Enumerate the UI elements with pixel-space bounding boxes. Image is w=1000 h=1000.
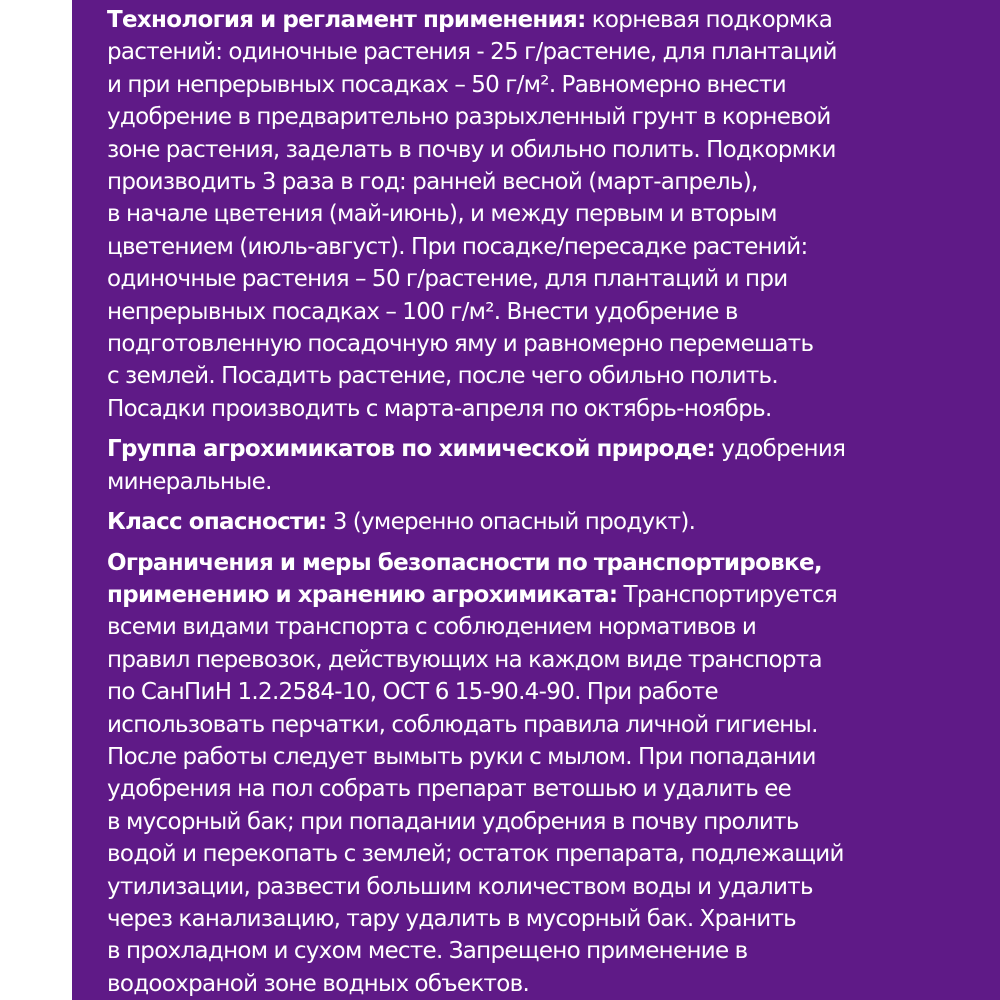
section-line: использовать перчатки, соблюдать правила личной гигиены. xyxy=(107,711,818,738)
section-line: Посадки производить с марта-апреля по октябрь-ноябрь. xyxy=(107,395,772,422)
section-line: После работы следует вымыть руки с мылом. При попадании xyxy=(107,743,816,770)
section-line: производить 3 раза в год: ранней весной (март-апрель), xyxy=(107,169,758,196)
section-title: Группа агрохимикатов по химической природе: xyxy=(107,436,716,463)
section-line: водой и перекопать с землей; остаток препарата, подлежащий xyxy=(107,841,844,868)
section-line: применению и хранению агрохимиката: Транспортируется xyxy=(107,581,838,608)
section-line: подготовленную посадочную яму и равномерно перемешать xyxy=(107,331,814,358)
section-line: в начале цветения (май-июнь), и между первым и вторым xyxy=(107,201,777,228)
section-technology xyxy=(107,4,987,425)
section-line: зоне растения, заделать в почву и обильно полить. Подкормки xyxy=(107,136,836,163)
section-line: в мусорный бак; при попадании удобрения в почву пролить xyxy=(107,808,799,835)
section-safety-measures xyxy=(107,547,987,1000)
section-line: непрерывных посадках – 100 г/м². Внести удобрение в xyxy=(107,298,738,325)
section-line: по СанПиН 1.2.2584-10, ОСТ 6 15-90.4-90. При работе xyxy=(107,679,718,706)
section-line: растений: одиночные растения - 25 г/растение, для плантаций xyxy=(107,39,837,66)
section-line: с землей. Посадить растение, после чего обильно полить. xyxy=(107,363,779,390)
section-title: Класс опасности: xyxy=(107,509,327,536)
section-line: утилизации, развести большим количеством воды и удалить xyxy=(107,873,813,900)
section-title: применению и хранению агрохимиката: xyxy=(107,581,618,608)
section-line: удобрения на пол собрать препарат ветошью и удалить ее xyxy=(107,776,792,803)
section-title-line: Ограничения и меры безопасности по транспортировке, xyxy=(107,549,822,576)
section-line: в прохладном и сухом месте. Запрещено применение в xyxy=(107,938,748,965)
instruction-text xyxy=(107,4,987,1000)
section-line: Технология и регламент применения: корневая подкормка xyxy=(107,7,833,33)
section-line: одиночные растения – 50 г/растение, для плантаций и при xyxy=(107,266,788,293)
section-line: Класс опасности: 3 (умеренно опасный продукт). xyxy=(107,509,696,536)
section-line: удобрение в предварительно разрыхленный грунт в корневой xyxy=(107,104,831,131)
section-line: минеральные. xyxy=(107,468,272,495)
section-title: Технология и регламент применения: xyxy=(107,7,586,33)
section-line: и при непрерывных посадках – 50 г/м². Равномерно внести xyxy=(107,71,787,98)
purple-text-panel xyxy=(72,0,1000,1000)
section-line: всеми видами транспорта с соблюдением нормативов и xyxy=(107,614,757,641)
section-hazard-class xyxy=(107,506,987,538)
section-line: Группа агрохимикатов по химической природе: удобрения xyxy=(107,436,846,463)
section-line: водоохраной зоне водных объектов. xyxy=(107,970,530,997)
section-line: цветением (июль-август). При посадке/пересадке растений: xyxy=(107,233,808,260)
section-chemical-group xyxy=(107,433,987,498)
section-line: правил перевозок, действующих на каждом виде транспорта xyxy=(107,646,822,673)
section-line: через канализацию, тару удалить в мусорный бак. Хранить xyxy=(107,905,797,932)
